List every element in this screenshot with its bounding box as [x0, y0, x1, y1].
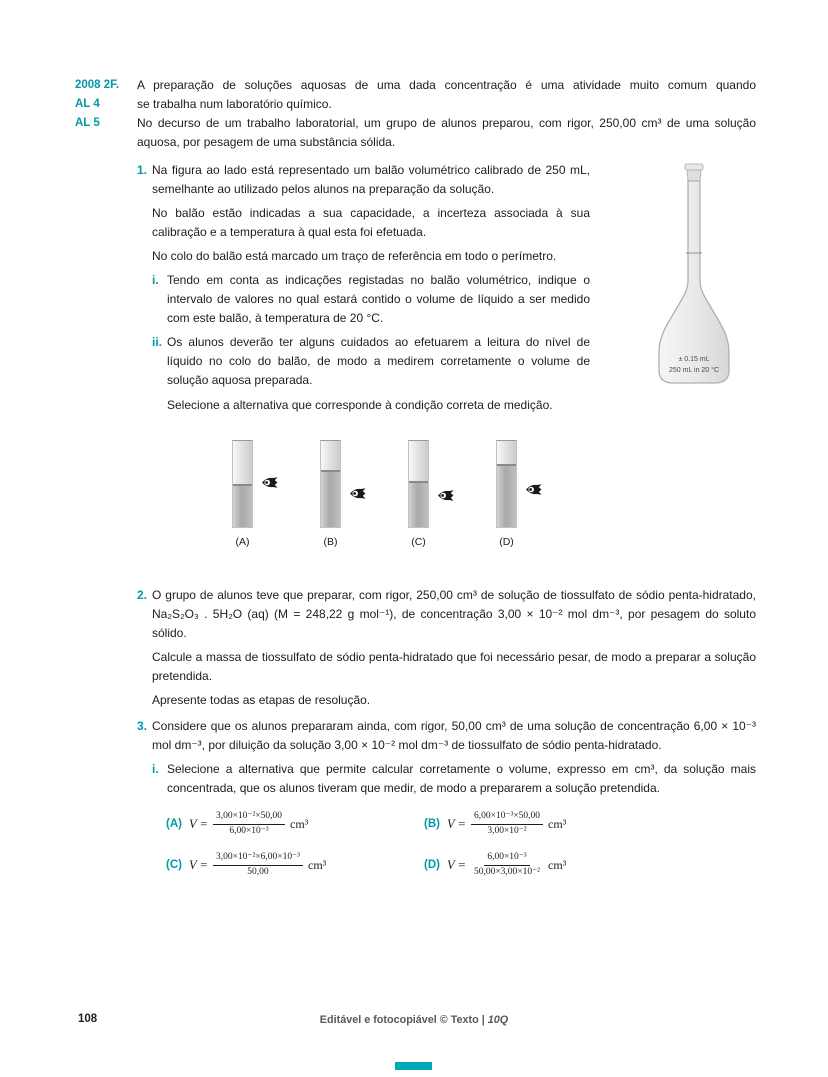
flask-capacity-label [646, 355, 742, 376]
question-1-closing: Selecione a alternativa que corresponde à condição correta de medição. [167, 398, 553, 412]
intro-row-1 [75, 76, 756, 95]
cylinder-tube [320, 440, 341, 528]
question-3-p1: Considere que os alunos prepararam ainda, com rigor, 50,00 cm³ de uma solução de concentração 6,00 × 10⁻³ mol dm⁻³, por diluição da solução 3,00 × 10⁻² mol dm⁻³ de tiossulfato de sódio penta-hidratado. [152, 719, 756, 752]
option-a-formula: V = $\frac{\text{3,00×10⁻²×50,00}}{\text{6,00×10⁻³}}$ cm³ [188, 811, 309, 836]
option-b-formula: V = $\frac{\text{6,00×10⁻³×50,00}}{\text{3,00×10⁻²}}$ cm³ [446, 811, 567, 836]
cylinder-label: (D) [499, 536, 514, 548]
question-2-p3: Apresente todas as etapas de resolução. [152, 693, 371, 707]
footer-accent-bar [395, 1062, 432, 1070]
liquid [321, 470, 340, 527]
intro-row-2 [75, 95, 756, 114]
measurement-figure [232, 440, 756, 552]
sub-ii-text: Os alunos deverão ter alguns cuidados ao efetuarem a leitura do nível de líquido no colo do balão, de modo a medirem corretamente o volume de solução aquosa preparada. [167, 335, 590, 387]
liquid [409, 481, 428, 527]
cylinder-tube [408, 440, 429, 528]
footer-suffix: 10Q [487, 1014, 509, 1026]
sub-i-number: i. [152, 762, 159, 776]
option-c-formula: V = $\frac{\text{3,00×10⁻²×6,00×10⁻³}}{50,00}$ cm³ [188, 851, 327, 877]
question-2-number: 2. [137, 588, 148, 602]
exercise-tag: 2008 2F. [75, 79, 120, 91]
cylinder-option-d [496, 440, 551, 552]
option-b-label: (B) [424, 817, 440, 830]
question-1-body [152, 161, 590, 420]
cylinder-option-c [408, 440, 463, 552]
option-c-label: (C) [166, 858, 182, 871]
question-3-number: 3. [137, 719, 148, 733]
question-2-body [152, 586, 756, 715]
sub-ii-number: ii. [152, 335, 163, 349]
intro-line-1: A preparação de soluções aquosas de uma dada concentração é uma atividade muito comum quando [137, 78, 756, 92]
intro-line-2: se trabalha num laboratório químico. [137, 97, 332, 111]
cylinder-label: (A) [235, 536, 250, 548]
question-2 [137, 586, 756, 715]
question-1-number: 1. [137, 163, 148, 177]
sub-i-text: Tendo em conta as indicações registadas no balão volumétrico, indique o intervalo de valores no qual estará contido o volume de líquido a ser medido com este balão, à temperatura de 20 °C. [167, 273, 590, 325]
question-3-body [152, 717, 756, 883]
footer-text [0, 1014, 828, 1026]
cylinder-label: (B) [323, 536, 338, 548]
option-c [166, 852, 424, 879]
answer-options [166, 811, 756, 879]
option-a-label: (A) [166, 817, 182, 830]
volumetric-flask-figure [646, 163, 742, 391]
eye-icon [437, 489, 455, 502]
sub-i-number: i. [152, 273, 159, 287]
option-a [166, 811, 424, 838]
sub-i-text: Selecione a alternativa que permite calcular corretamente o volume, expresso em cm³, da solução mais concentrada, que os alunos tiveram que medir, de modo a prepararem a solução pretendida. [167, 762, 756, 795]
cylinder-tube [232, 440, 253, 528]
option-d-label: (D) [424, 858, 440, 871]
option-d-formula: V = $\frac{\text{6,00×10⁻³}}{\text{50,00×3,00×10⁻²}}$ cm³ [446, 851, 567, 877]
option-b [424, 811, 756, 838]
eye-icon [261, 476, 279, 489]
cylinder-label: (C) [411, 536, 426, 548]
al5-label: AL 5 [75, 117, 100, 129]
eye-icon [349, 487, 367, 500]
question-1-p1: Na figura ao lado está representado um balão volumétrico calibrado de 250 mL, semelhante ao utilizado pelos alunos na preparação da solução. [152, 163, 590, 196]
question-1-sub-i [152, 271, 590, 333]
question-1-p2: No balão estão indicadas a sua capacidade, a incerteza associada à sua calibração e a temperatura à qual esta foi efetuada. [152, 206, 590, 239]
flask-volume-temp: 250 mL in 20 °C [668, 366, 719, 374]
question-3-sub-i [152, 760, 756, 803]
liquid [233, 484, 252, 527]
liquid [497, 464, 516, 527]
flask-uncertainty: ± 0.15 mL [678, 356, 710, 363]
al5-row [75, 114, 756, 152]
cylinder-option-b [320, 440, 375, 552]
question-2-p1: O grupo de alunos teve que preparar, com rigor, 250,00 cm³ de solução de tiossulfato de sódio penta-hidratado, Na₂S₂O₃ . 5H₂O (aq) (M = 248,22 g mol⁻¹), de concentração 3,00 × 10⁻² mol dm⁻³, por pesagem do soluto sólido. [152, 588, 756, 640]
cylinder-tube [496, 440, 517, 528]
page-number: 108 [78, 1013, 98, 1025]
question-1-p3: No colo do balão está marcado um traço de referência em todo o perímetro. [152, 249, 557, 263]
question-2-p2: Calcule a massa de tiossulfato de sódio penta-hidratado que foi necessário pesar, de modo a preparar a solução pretendida. [152, 650, 756, 683]
question-3 [137, 717, 756, 883]
question-1-sub-ii [152, 333, 590, 395]
option-d [424, 852, 756, 879]
eye-icon [525, 483, 543, 496]
al5-paragraph: No decurso de um trabalho laboratorial, um grupo de alunos preparou, com rigor, 250,00 cm³ de uma solução aquosa, por pesagem de uma substância sólida. [137, 116, 756, 149]
cylinder-option-a [232, 440, 287, 552]
al4-label: AL 4 [75, 98, 100, 110]
footer-main: Editável e fotocopiável © Texto | [319, 1014, 488, 1026]
